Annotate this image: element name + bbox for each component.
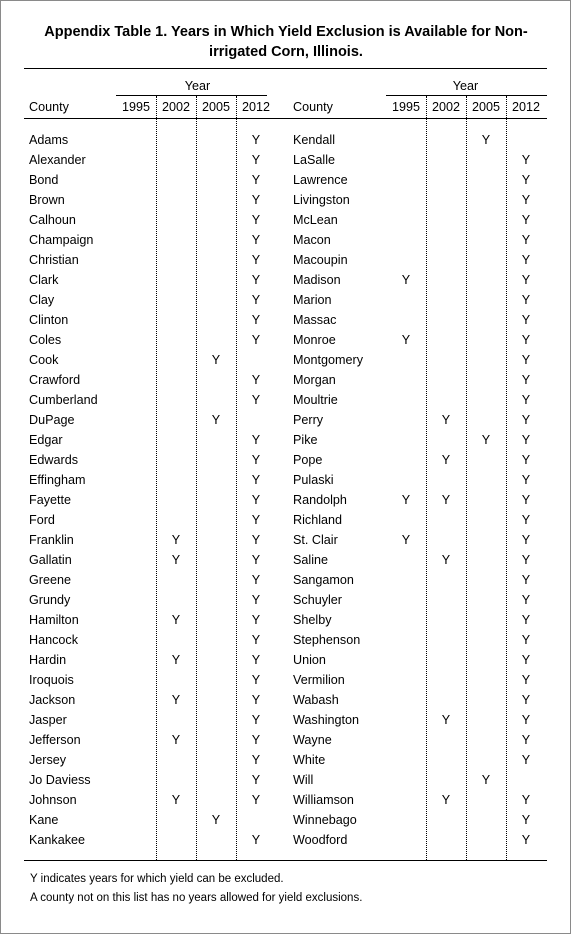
county-name: Jefferson bbox=[29, 733, 81, 747]
exclusion-cell-1995: Y bbox=[401, 273, 411, 287]
right-header-2002: 2002 bbox=[431, 100, 461, 114]
county-name: Adams bbox=[29, 133, 69, 147]
exclusion-cell-2012: Y bbox=[251, 573, 261, 587]
header-rule bbox=[24, 118, 547, 119]
county-name: Cook bbox=[29, 353, 59, 367]
exclusion-cell-2012: Y bbox=[251, 273, 261, 287]
title-line-2: irrigated Corn, Illinois. bbox=[209, 44, 363, 60]
exclusion-cell-2012: Y bbox=[521, 673, 531, 687]
county-name: McLean bbox=[293, 213, 338, 227]
exclusion-cell-2002: Y bbox=[171, 693, 181, 707]
exclusion-cell-2012: Y bbox=[251, 833, 261, 847]
exclusion-cell-2012: Y bbox=[521, 173, 531, 187]
exclusion-cell-2012: Y bbox=[521, 253, 531, 267]
footnote-y-meaning: Y indicates years for which yield can be excluded. bbox=[30, 873, 284, 885]
county-name: Massac bbox=[293, 313, 337, 327]
county-name: Sangamon bbox=[293, 573, 354, 587]
county-name: Saline bbox=[293, 553, 329, 567]
exclusion-cell-2005: Y bbox=[481, 433, 491, 447]
exclusion-cell-2012: Y bbox=[521, 453, 531, 467]
exclusion-cell-1995: Y bbox=[401, 533, 411, 547]
county-name: Winnebago bbox=[293, 813, 357, 827]
county-name: Clinton bbox=[29, 313, 69, 327]
county-name: Morgan bbox=[293, 373, 336, 387]
exclusion-cell-2005: Y bbox=[481, 773, 491, 787]
exclusion-cell-2012: Y bbox=[251, 533, 261, 547]
table-title bbox=[30, 22, 542, 62]
county-name: Kendall bbox=[293, 133, 336, 147]
exclusion-cell-2012: Y bbox=[251, 293, 261, 307]
exclusion-cell-2012: Y bbox=[251, 673, 261, 687]
county-name: Jasper bbox=[29, 713, 67, 727]
county-name: Union bbox=[293, 653, 326, 667]
county-name: Kankakee bbox=[29, 833, 86, 847]
right-header-2005: 2005 bbox=[471, 100, 501, 114]
county-name: Perry bbox=[293, 413, 324, 427]
county-name: Macoupin bbox=[293, 253, 348, 267]
exclusion-cell-2012: Y bbox=[521, 553, 531, 567]
exclusion-cell-2012: Y bbox=[521, 153, 531, 167]
exclusion-cell-2012: Y bbox=[251, 513, 261, 527]
exclusion-cell-2012: Y bbox=[521, 693, 531, 707]
right-header-2012: 2012 bbox=[511, 100, 541, 114]
bottom-rule bbox=[24, 860, 547, 861]
county-name: Shelby bbox=[293, 613, 332, 627]
exclusion-cell-2012: Y bbox=[251, 453, 261, 467]
exclusion-cell-2012: Y bbox=[521, 493, 531, 507]
county-name: Lawrence bbox=[293, 173, 348, 187]
exclusion-cell-2012: Y bbox=[521, 613, 531, 627]
county-name: Crawford bbox=[29, 373, 81, 387]
county-name: Schuyler bbox=[293, 593, 342, 607]
exclusion-cell-2002: Y bbox=[171, 613, 181, 627]
exclusion-cell-2012: Y bbox=[251, 433, 261, 447]
county-name: Hancock bbox=[29, 633, 78, 647]
exclusion-cell-2012: Y bbox=[251, 793, 261, 807]
exclusion-cell-2002: Y bbox=[171, 733, 181, 747]
exclusion-cell-2012: Y bbox=[251, 593, 261, 607]
exclusion-cell-2005: Y bbox=[211, 353, 221, 367]
county-name: DuPage bbox=[29, 413, 75, 427]
exclusion-cell-2012: Y bbox=[251, 253, 261, 267]
county-name: Washington bbox=[293, 713, 360, 727]
exclusion-cell-2012: Y bbox=[521, 653, 531, 667]
county-name: Pike bbox=[293, 433, 318, 447]
county-name: Kane bbox=[29, 813, 59, 827]
exclusion-cell-2012: Y bbox=[521, 373, 531, 387]
exclusion-cell-2012: Y bbox=[521, 353, 531, 367]
county-name: Wabash bbox=[293, 693, 339, 707]
county-name: Vermilion bbox=[293, 673, 345, 687]
county-name: Cumberland bbox=[29, 393, 98, 407]
county-name: Monroe bbox=[293, 333, 336, 347]
left-year-group-label: Year bbox=[184, 79, 211, 93]
exclusion-cell-1995: Y bbox=[401, 333, 411, 347]
exclusion-cell-2012: Y bbox=[251, 233, 261, 247]
exclusion-cell-2005: Y bbox=[211, 413, 221, 427]
exclusion-cell-2012: Y bbox=[251, 373, 261, 387]
county-name: Woodford bbox=[293, 833, 348, 847]
county-name: Montgomery bbox=[293, 353, 363, 367]
exclusion-cell-2012: Y bbox=[251, 213, 261, 227]
exclusion-cell-2005: Y bbox=[211, 813, 221, 827]
exclusion-cell-2012: Y bbox=[251, 473, 261, 487]
county-name: Clark bbox=[29, 273, 59, 287]
exclusion-cell-2012: Y bbox=[521, 633, 531, 647]
exclusion-cell-2012: Y bbox=[521, 813, 531, 827]
exclusion-cell-2012: Y bbox=[521, 433, 531, 447]
county-name: Stephenson bbox=[293, 633, 361, 647]
county-name: Madison bbox=[293, 273, 341, 287]
exclusion-cell-2012: Y bbox=[521, 333, 531, 347]
county-name: Jackson bbox=[29, 693, 76, 707]
exclusion-cell-2012: Y bbox=[251, 773, 261, 787]
county-name: Will bbox=[293, 773, 314, 787]
county-name: Macon bbox=[293, 233, 331, 247]
county-name: Marion bbox=[293, 293, 332, 307]
exclusion-cell-2012: Y bbox=[251, 753, 261, 767]
exclusion-cell-2012: Y bbox=[251, 133, 261, 147]
exclusion-cell-2002: Y bbox=[441, 553, 451, 567]
exclusion-cell-2002: Y bbox=[441, 793, 451, 807]
county-name: Jersey bbox=[29, 753, 67, 767]
exclusion-cell-2002: Y bbox=[441, 713, 451, 727]
exclusion-cell-2002: Y bbox=[441, 453, 451, 467]
exclusion-cell-2012: Y bbox=[521, 713, 531, 727]
county-name: Coles bbox=[29, 333, 62, 347]
exclusion-cell-2012: Y bbox=[521, 233, 531, 247]
exclusion-cell-2012: Y bbox=[251, 333, 261, 347]
county-name: LaSalle bbox=[293, 153, 336, 167]
exclusion-cell-2012: Y bbox=[521, 413, 531, 427]
exclusion-cell-2012: Y bbox=[251, 733, 261, 747]
county-name: Pulaski bbox=[293, 473, 334, 487]
county-name: Franklin bbox=[29, 533, 74, 547]
county-name: Brown bbox=[29, 193, 65, 207]
right-sep-1995-2002 bbox=[426, 96, 427, 860]
exclusion-cell-2012: Y bbox=[521, 573, 531, 587]
right-sep-2002-2005 bbox=[466, 96, 467, 860]
county-name: Ford bbox=[29, 513, 55, 527]
left-header-2012: 2012 bbox=[241, 100, 271, 114]
exclusion-cell-2012: Y bbox=[521, 833, 531, 847]
county-name: Hamilton bbox=[29, 613, 79, 627]
county-name: Livingston bbox=[293, 193, 350, 207]
exclusion-cell-2012: Y bbox=[251, 693, 261, 707]
county-name: Hardin bbox=[29, 653, 67, 667]
county-name: Effingham bbox=[29, 473, 86, 487]
exclusion-cell-2002: Y bbox=[171, 653, 181, 667]
exclusion-cell-1995: Y bbox=[401, 493, 411, 507]
county-name: Gallatin bbox=[29, 553, 72, 567]
left-header-1995: 1995 bbox=[121, 100, 151, 114]
exclusion-cell-2005: Y bbox=[481, 133, 491, 147]
exclusion-cell-2012: Y bbox=[521, 593, 531, 607]
county-name: Fayette bbox=[29, 493, 71, 507]
right-header-1995: 1995 bbox=[391, 100, 421, 114]
county-name: St. Clair bbox=[293, 533, 338, 547]
exclusion-cell-2012: Y bbox=[521, 733, 531, 747]
exclusion-cell-2002: Y bbox=[441, 413, 451, 427]
exclusion-cell-2012: Y bbox=[521, 533, 531, 547]
county-name: Jo Daviess bbox=[29, 773, 91, 787]
left-header-2002: 2002 bbox=[161, 100, 191, 114]
exclusion-cell-2012: Y bbox=[521, 193, 531, 207]
right-year-group-label: Year bbox=[452, 79, 479, 93]
county-name: Christian bbox=[29, 253, 79, 267]
exclusion-cell-2012: Y bbox=[251, 393, 261, 407]
county-name: White bbox=[293, 753, 326, 767]
exclusion-cell-2012: Y bbox=[251, 613, 261, 627]
exclusion-cell-2012: Y bbox=[521, 513, 531, 527]
exclusion-cell-2012: Y bbox=[251, 313, 261, 327]
county-name: Wayne bbox=[293, 733, 332, 747]
county-name: Grundy bbox=[29, 593, 71, 607]
county-name: Williamson bbox=[293, 793, 354, 807]
county-name: Randolph bbox=[293, 493, 347, 507]
exclusion-cell-2012: Y bbox=[251, 653, 261, 667]
exclusion-cell-2012: Y bbox=[521, 753, 531, 767]
exclusion-cell-2012: Y bbox=[521, 273, 531, 287]
county-name: Calhoun bbox=[29, 213, 76, 227]
county-name: Clay bbox=[29, 293, 55, 307]
county-name: Johnson bbox=[29, 793, 77, 807]
county-name: Edwards bbox=[29, 453, 78, 467]
county-name: Iroquois bbox=[29, 673, 74, 687]
title-line-1: Appendix Table 1. Years in Which Yield Exclusion is Available for Non- bbox=[44, 24, 528, 40]
county-name: Greene bbox=[29, 573, 72, 587]
exclusion-cell-2012: Y bbox=[251, 493, 261, 507]
exclusion-cell-2012: Y bbox=[251, 553, 261, 567]
county-name: Bond bbox=[29, 173, 59, 187]
exclusion-cell-2002: Y bbox=[441, 493, 451, 507]
exclusion-cell-2002: Y bbox=[171, 793, 181, 807]
exclusion-cell-2012: Y bbox=[251, 193, 261, 207]
exclusion-cell-2012: Y bbox=[251, 153, 261, 167]
exclusion-cell-2012: Y bbox=[521, 393, 531, 407]
footnote-not-listed: A county not on this list has no years allowed for yield exclusions. bbox=[30, 892, 363, 904]
top-rule bbox=[24, 68, 547, 69]
county-name: Pope bbox=[293, 453, 323, 467]
county-name: Moultrie bbox=[293, 393, 338, 407]
county-name: Champaign bbox=[29, 233, 94, 247]
county-name: Richland bbox=[293, 513, 343, 527]
exclusion-cell-2002: Y bbox=[171, 553, 181, 567]
county-name: Alexander bbox=[29, 153, 86, 167]
left-header-2005: 2005 bbox=[201, 100, 231, 114]
exclusion-cell-2012: Y bbox=[521, 473, 531, 487]
exclusion-cell-2012: Y bbox=[251, 173, 261, 187]
left-sep-2002-2005 bbox=[196, 96, 197, 860]
right-county-header: County bbox=[293, 100, 333, 114]
left-county-header: County bbox=[29, 100, 69, 114]
left-year-group-rule bbox=[116, 95, 267, 96]
exclusion-cell-2002: Y bbox=[171, 533, 181, 547]
exclusion-cell-2012: Y bbox=[251, 713, 261, 727]
county-name: Edgar bbox=[29, 433, 63, 447]
exclusion-cell-2012: Y bbox=[251, 633, 261, 647]
exclusion-cell-2012: Y bbox=[521, 313, 531, 327]
exclusion-cell-2012: Y bbox=[521, 213, 531, 227]
exclusion-cell-2012: Y bbox=[521, 793, 531, 807]
exclusion-cell-2012: Y bbox=[521, 293, 531, 307]
